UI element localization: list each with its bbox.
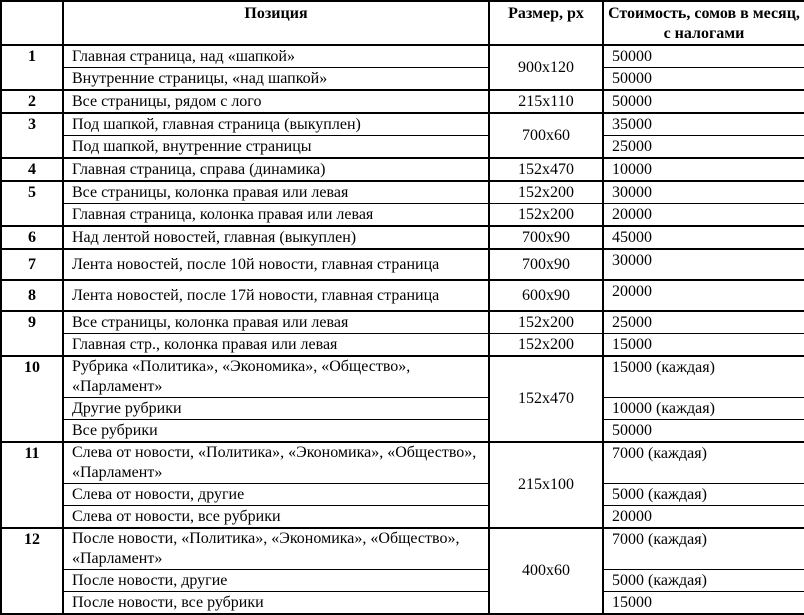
position-cell: Под шапкой, внутренние страницы	[63, 136, 489, 159]
position-cell: Главная страница, справа (динамика)	[63, 158, 489, 181]
row-number-cell: 12	[1, 528, 63, 614]
size-cell: 152x200	[489, 311, 603, 334]
table-row	[1, 136, 804, 159]
position-cell: Над лентой новостей, главная (выкуплен)	[63, 226, 489, 249]
table-row	[1, 226, 804, 249]
table-row	[1, 204, 804, 227]
cost-cell: 35000	[603, 113, 804, 136]
row-number-cell: 6	[1, 226, 63, 249]
header-position-cell: Позиция	[63, 1, 489, 45]
cost-cell: 20000	[603, 506, 804, 529]
size-cell: 152x200	[489, 334, 603, 357]
table-row	[1, 506, 804, 529]
table-row	[1, 484, 804, 506]
row-number-cell: 8	[1, 280, 63, 311]
table-row	[1, 90, 804, 113]
cost-cell: 50000	[603, 68, 804, 91]
position-cell: Главная страница, над «шапкой»	[63, 45, 489, 68]
position-cell: Главная страница, колонка правая или левая	[63, 204, 489, 227]
header-size-cell: Размер, px	[489, 1, 603, 45]
row-number-cell: 7	[1, 249, 63, 280]
table-row	[1, 45, 804, 68]
row-number-cell: 4	[1, 158, 63, 181]
position-cell: Рубрика «Политика», «Экономика», «Общество», «Парламент»	[63, 356, 489, 398]
table-row	[1, 181, 804, 204]
position-cell: После новости, все рубрики	[63, 592, 489, 615]
table-row	[1, 570, 804, 592]
cost-cell: 10000	[603, 158, 804, 181]
size-cell: 900x120	[489, 45, 603, 90]
row-number-cell: 3	[1, 113, 63, 158]
size-cell: 700x90	[489, 226, 603, 249]
cost-cell: 7000 (каждая)	[603, 528, 804, 570]
table-row	[1, 592, 804, 615]
size-cell: 152x470	[489, 356, 603, 442]
size-cell: 700x90	[489, 249, 603, 280]
position-cell: Лента новостей, после 10й новости, главная страница	[63, 249, 489, 280]
table-row	[1, 334, 804, 357]
row-number-cell: 11	[1, 442, 63, 528]
header-row	[1, 1, 804, 45]
size-cell: 152x470	[489, 158, 603, 181]
size-cell: 215x100	[489, 442, 603, 528]
cost-cell: 15000 (каждая)	[603, 356, 804, 398]
row-number-cell: 5	[1, 181, 63, 226]
position-cell: Слева от новости, другие	[63, 484, 489, 506]
table-row	[1, 420, 804, 443]
table-row	[1, 442, 804, 484]
position-cell: После новости, «Политика», «Экономика», «Общество», «Парламент»	[63, 528, 489, 570]
row-number-cell: 9	[1, 311, 63, 356]
size-cell: 215x110	[489, 90, 603, 113]
size-cell: 152x200	[489, 204, 603, 227]
cost-cell: 15000	[603, 592, 804, 615]
header-cost-cell: Стоимость, сомов в месяц, с налогами	[603, 1, 804, 45]
cost-cell: 50000	[603, 420, 804, 443]
cost-cell: 10000 (каждая)	[603, 398, 804, 420]
price-table-body	[1, 45, 804, 614]
table-row	[1, 398, 804, 420]
cost-cell: 50000	[603, 90, 804, 113]
position-cell: Внутренние страницы, «над шапкой»	[63, 68, 489, 91]
cost-cell: 45000	[603, 226, 804, 249]
table-row	[1, 113, 804, 136]
table-row	[1, 311, 804, 334]
position-cell: Слева от новости, все рубрики	[63, 506, 489, 529]
cost-cell: 20000	[603, 204, 804, 227]
cost-cell: 25000	[603, 311, 804, 334]
position-cell: Лента новостей, после 17й новости, главная страница	[63, 280, 489, 311]
row-number-cell: 1	[1, 45, 63, 90]
size-cell: 700x60	[489, 113, 603, 158]
size-cell: 152x200	[489, 181, 603, 204]
position-cell: Все страницы, колонка правая или левая	[63, 311, 489, 334]
table-row	[1, 68, 804, 91]
row-number-cell: 2	[1, 90, 63, 113]
table-row	[1, 528, 804, 570]
position-cell: Главная стр., колонка правая или левая	[63, 334, 489, 357]
table-row	[1, 249, 804, 280]
cost-cell: 5000 (каждая)	[603, 570, 804, 592]
position-cell: Все страницы, рядом с лого	[63, 90, 489, 113]
position-cell: Другие рубрики	[63, 398, 489, 420]
table-row	[1, 158, 804, 181]
cost-cell: 25000	[603, 136, 804, 159]
cost-cell: 15000	[603, 334, 804, 357]
table-row	[1, 280, 804, 311]
table-row	[1, 356, 804, 398]
cost-cell: 30000	[603, 181, 804, 204]
cost-cell: 5000 (каждая)	[603, 484, 804, 506]
position-cell: Все рубрики	[63, 420, 489, 443]
size-cell: 400x60	[489, 528, 603, 614]
position-cell: После новости, другие	[63, 570, 489, 592]
position-cell: Все страницы, колонка правая или левая	[63, 181, 489, 204]
row-number-cell: 10	[1, 356, 63, 442]
header-number-cell	[1, 1, 63, 45]
cost-cell: 20000	[603, 280, 804, 311]
position-cell: Слева от новости, «Политика», «Экономика», «Общество», «Парламент»	[63, 442, 489, 484]
cost-cell: 7000 (каждая)	[603, 442, 804, 484]
position-cell: Под шапкой, главная страница (выкуплен)	[63, 113, 489, 136]
cost-cell: 50000	[603, 45, 804, 68]
cost-cell: 30000	[603, 249, 804, 280]
size-cell: 600x90	[489, 280, 603, 311]
